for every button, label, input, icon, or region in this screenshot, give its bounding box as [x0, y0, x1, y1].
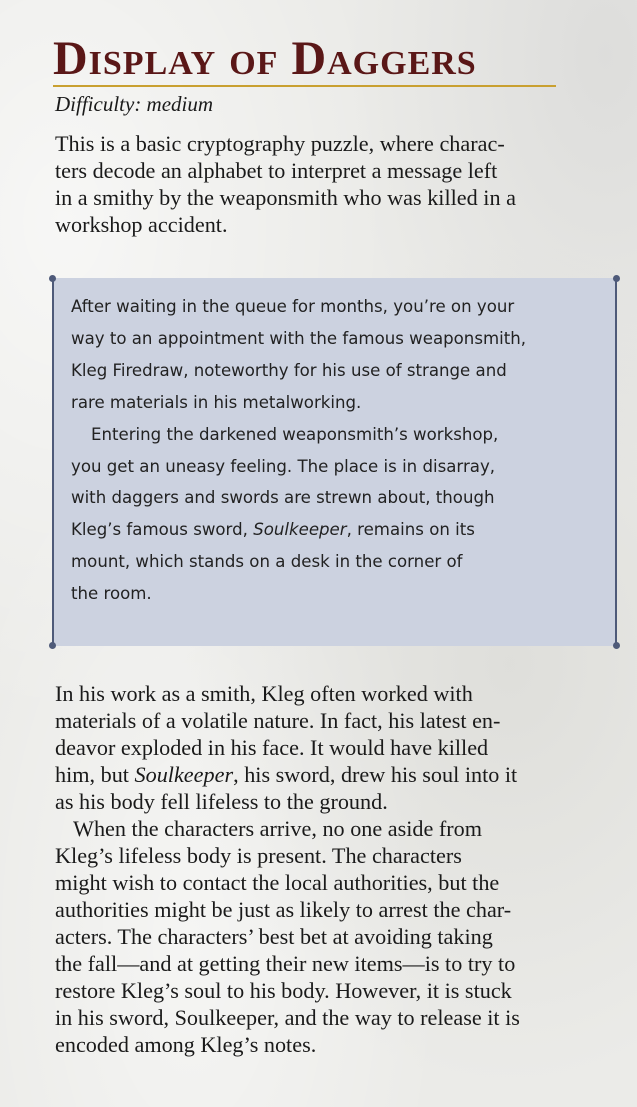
intro-line: workshop accident. — [55, 212, 228, 237]
intro-paragraph — [55, 130, 630, 238]
text-line: Kleg Firedraw, noteworthy for his use of strange and — [71, 360, 507, 380]
body-paragraph — [55, 680, 630, 815]
text-line: him, but — [55, 762, 135, 787]
read-aloud-box — [53, 278, 616, 646]
text-line: might wish to contact the local authorities, but the — [55, 870, 500, 895]
text-line: After waiting in the queue for months, you’re on your — [71, 297, 515, 316]
text-line: , remains on its — [346, 520, 475, 540]
intro-line: ters decode an alphabet to interpret a message left — [55, 158, 498, 183]
text-line: When the characters arrive, no one aside from — [73, 816, 483, 841]
text-line: you get an uneasy feeling. The place is in disarray, — [71, 456, 496, 476]
difficulty-label: Difficulty: medium — [55, 92, 214, 116]
text-line: in his sword, Soulkeeper, and the way to release it is — [55, 1005, 520, 1030]
title-divider — [53, 85, 556, 87]
text-line: Entering the darkened weaponsmith’s workshop, — [91, 424, 499, 444]
text-line: the fall—and at getting their new items—is to try to — [55, 951, 516, 976]
read-aloud-paragraph — [71, 419, 601, 610]
corner-dot — [49, 275, 56, 282]
text-line: materials of a volatile nature. In fact, his latest en- — [55, 708, 501, 733]
text-line: rare materials in his metalworking. — [71, 392, 362, 412]
body-paragraph — [55, 815, 630, 1058]
text-line: as his body fell lifeless to the ground. — [55, 789, 388, 814]
text-line: mount, which stands on a desk in the corner of — [71, 552, 463, 572]
body-text — [55, 680, 630, 1058]
box-right-border — [615, 278, 617, 646]
text-line: the room. — [71, 584, 152, 604]
corner-dot — [49, 642, 56, 649]
sword-name: Soulkeeper — [134, 762, 234, 787]
text-line: encoded among Kleg’s notes. — [55, 1032, 317, 1057]
read-aloud-text — [71, 291, 601, 610]
text-line: authorities might be just as likely to arrest the char- — [55, 897, 512, 922]
sword-name: Soulkeeper — [253, 520, 347, 540]
text-line: acters. The characters’ best bet at avoiding taking — [55, 924, 493, 949]
text-line: restore Kleg’s soul to his body. However, it is stuck — [55, 978, 512, 1003]
read-aloud-paragraph — [71, 291, 601, 419]
corner-dot — [613, 275, 620, 282]
text-line: Kleg’s lifeless body is present. The characters — [55, 843, 462, 868]
text-line: with daggers and swords are strewn about, though — [71, 488, 495, 508]
intro-line: This is a basic cryptography puzzle, where charac- — [55, 131, 505, 156]
box-left-border — [52, 278, 54, 646]
corner-dot — [613, 642, 620, 649]
text-line: deavor exploded in his face. It would have killed — [55, 735, 489, 760]
text-line: In his work as a smith, Kleg often worked with — [55, 681, 473, 706]
text-line: way to an appointment with the famous weaponsmith, — [71, 328, 527, 348]
text-line: Kleg’s famous sword, — [71, 520, 254, 540]
page-title: Display of Daggers — [53, 32, 477, 85]
text-line: , his sword, drew his soul into it — [233, 762, 518, 787]
intro-line: in a smithy by the weaponsmith who was killed in a — [55, 185, 516, 210]
